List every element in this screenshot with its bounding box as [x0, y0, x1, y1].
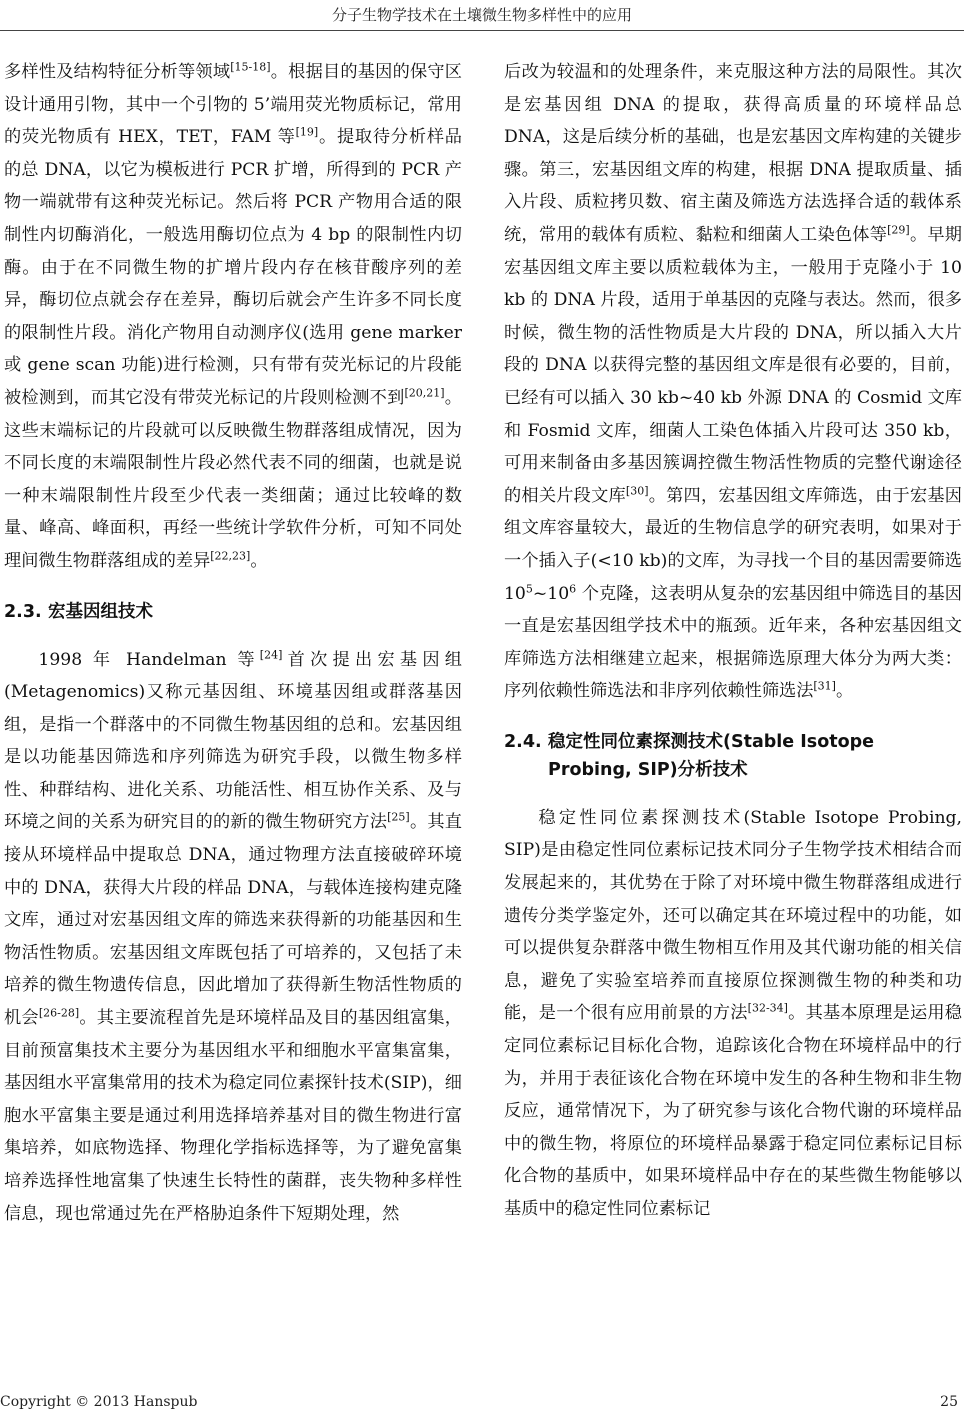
paragraph-metagenomics: 1998 年 Handelman 等[24]首次提出宏基因组(Metagenomics)又称元基因组、环境基因组或群落基因组，是指一个群落中的不同微生物基因组的总和。宏基因组是以功能基因筛选和序列筛选为研究手段，以微生物多样性、种群结构、进化关系、功能活性、相互协作关系、及与环境之间的关系为研究目的的新的微生物研究方法[25]。其直接从环境样品中提取总 DNA，通过物理方法直接破碎环境中的 DNA，获得大片段的样品 DNA，与载体连接构建克隆文库，通过对宏基因组文库的筛选来获得新的功能基因和生物活性物质。宏基因组文库既包括了可培养的，又包括了未培养的微生物遗传信息，因此增加了获得新生物活性物质的机会[26-28]。其主要流程首先是环境样品及目的基因组富集，目前预富集技术主要分为基因组水平和细胞水平富集富集，基因组水平富集常用的技术为稳定同位素探针技术(SIP)，细胞水平富集主要是通过利用选择培养基对目的微生物进行富集培养，如底物选择、物理化学指标选择等，为了避免富集培养选择性地富集了快速生长特性的菌群，丧失物种多样性信息，现也常通过先在严格胁迫条件下短期处理，然 [4, 647, 462, 1224]
citation: [30] [625, 483, 649, 497]
superscript: 6 [569, 581, 577, 595]
citation: [22,23] [210, 549, 251, 563]
citation: [19] [295, 125, 319, 139]
header-rule [0, 30, 964, 31]
citation: [26-28] [38, 1006, 80, 1020]
superscript: 5 [525, 581, 533, 595]
paragraph-sip: 稳定性同位素探测技术(Stable Isotope Probing, SIP)是由稳定性同位素标记技术同分子生物学技术相结合而发展起来的，其优势在于除了对环境中微生物群落组成进行遗传分类学鉴定外，还可以确定其在环境过程中的功能，如可以提供复杂群落中微生物相互作用及其代谢功能的相关信息，避免了实验室培养而直接原位探测微生物的种类和功能，是一个很有应用前景的方法[32-34]。其基本原理是运用稳定同位素标记目标化合物，追踪该化合物在环境样品中的行为，并用于表征该化合物在环境中发生的各种生物和非生物反应，通常情况下，为了研究参与该化合物代谢的环境样品中的微生物，将原位的环境样品暴露于稳定同位素标记目标化合物的基质中，如果环境样品中存在的某些微生物能够以基质中的稳定性同位素标记 [504, 807, 962, 1219]
section-number: 2.4. [504, 731, 542, 752]
section-heading-2-4 [504, 728, 962, 784]
running-header: 分子生物学技术在土壤微生物多样性中的应用 [331, 6, 632, 24]
citation: [25] [387, 810, 410, 824]
citation: [20,21] [404, 386, 445, 400]
citation: [32-34] [747, 1001, 788, 1015]
section-heading-2-3 [4, 598, 462, 626]
citation: [29] [887, 223, 910, 237]
paragraph-trflp: 多样性及结构特征分析等领域[15-18]。根据目的基因的保守区设计通用引物，其中一个引物的 5’端用荧光物质标记，常用的荧光物质有 HEX，TET，FAM 等[19]。提取待分析样品的总 DNA，以它为模板进行 PCR 扩增，所得到的 PCR 产物一端就带有这种荧光标记。然后将 PCR 产物用合适的限制性内切酶消化，一般选用酶切位点为 4 bp 的限制性内切酶。由于在不同微生物的扩增片段内存在核苷酸序列的差异，酶切位点就会存在差异，酶切后就会产生许多不同长度的限制性片段。消化产物用自动测序仪(选用 gene marker 或 gene scan 功能)进行检测，只有带有荧光标记的片段能被检测到，而其它没有带荧光标记的片段则检测不到[20,21]。这些末端标记的片段就可以反映微生物群落组成情况，因为不同长度的末端限制性片段必然代表不同的细菌，也就是说一种末端限制性片段至少代表一类细菌；通过比较峰的数量、峰高、峰面积，再经一些统计学软件分析，可知不同处理间微生物群落组成的差异[22,23]。 [4, 60, 462, 571]
citation: [31] [813, 679, 836, 693]
paragraph-metagenomics-cont: 后改为较温和的处理条件，来克服这种方法的局限性。其次是宏基因组 DNA 的提取，获得高质量的环境样品总 DNA，这是后续分析的基础，也是宏基因文库构建的关键步骤。第三，宏基因组文库的构建，根据 DNA 提取质量、插入片段、质粒拷贝数、宿主菌及筛选方法选择合适的载体系统，常用的载体有质粒、黏粒和细菌人工染色体等[29]。早期宏基因组文库主要以质粒载体为主，一般用于克隆小于 10 kb 的 DNA 片段，适用于单基因的克隆与表达。然而，很多时候，微生物的活性物质是大片段的 DNA，所以插入大片段的 DNA 以获得完整的基因组文库是很有必要的，目前，已经有可以插入 30 kb~40 kb 外源 DNA 的 Cosmid 文库和 Fosmid 文库，细菌人工染色体插入片段可达 350 kb，可用来制备由多基因簇调控微生物活性物质的完整代谢途径的相关片段文库[30]。第四，宏基因组文库筛选，由于宏基因组文库容量较大，最近的生物信息学的研究表明，如果对于一个插入子(<10 kb)的文库，为寻找一个目的基因需要筛选 $10^5\sim 10^6$ 个克隆，这表明从复杂的宏基因组中筛选目的基因一直是宏基因组学技术中的瓶颈。近年来，各种宏基因组文库筛选方法相继建立起来，根据筛选原理大体分为两大类：序列依赖性筛选法和非序列依赖性筛选法[31]。 [504, 62, 962, 702]
right-column [504, 56, 962, 1226]
citation: [15-18] [230, 60, 271, 74]
section-title: 宏基因组技术 [48, 601, 153, 622]
left-column [4, 56, 462, 1230]
page-number: 25 [940, 1394, 958, 1410]
section-number: 2.3. [4, 601, 42, 622]
citation: [24] [259, 647, 283, 661]
section-title: 稳定性同位素探测技术(Stable Isotope Probing, SIP)分析技术 [548, 731, 874, 780]
footer-copyright: Copyright © 2013 Hanspub [0, 1394, 198, 1410]
